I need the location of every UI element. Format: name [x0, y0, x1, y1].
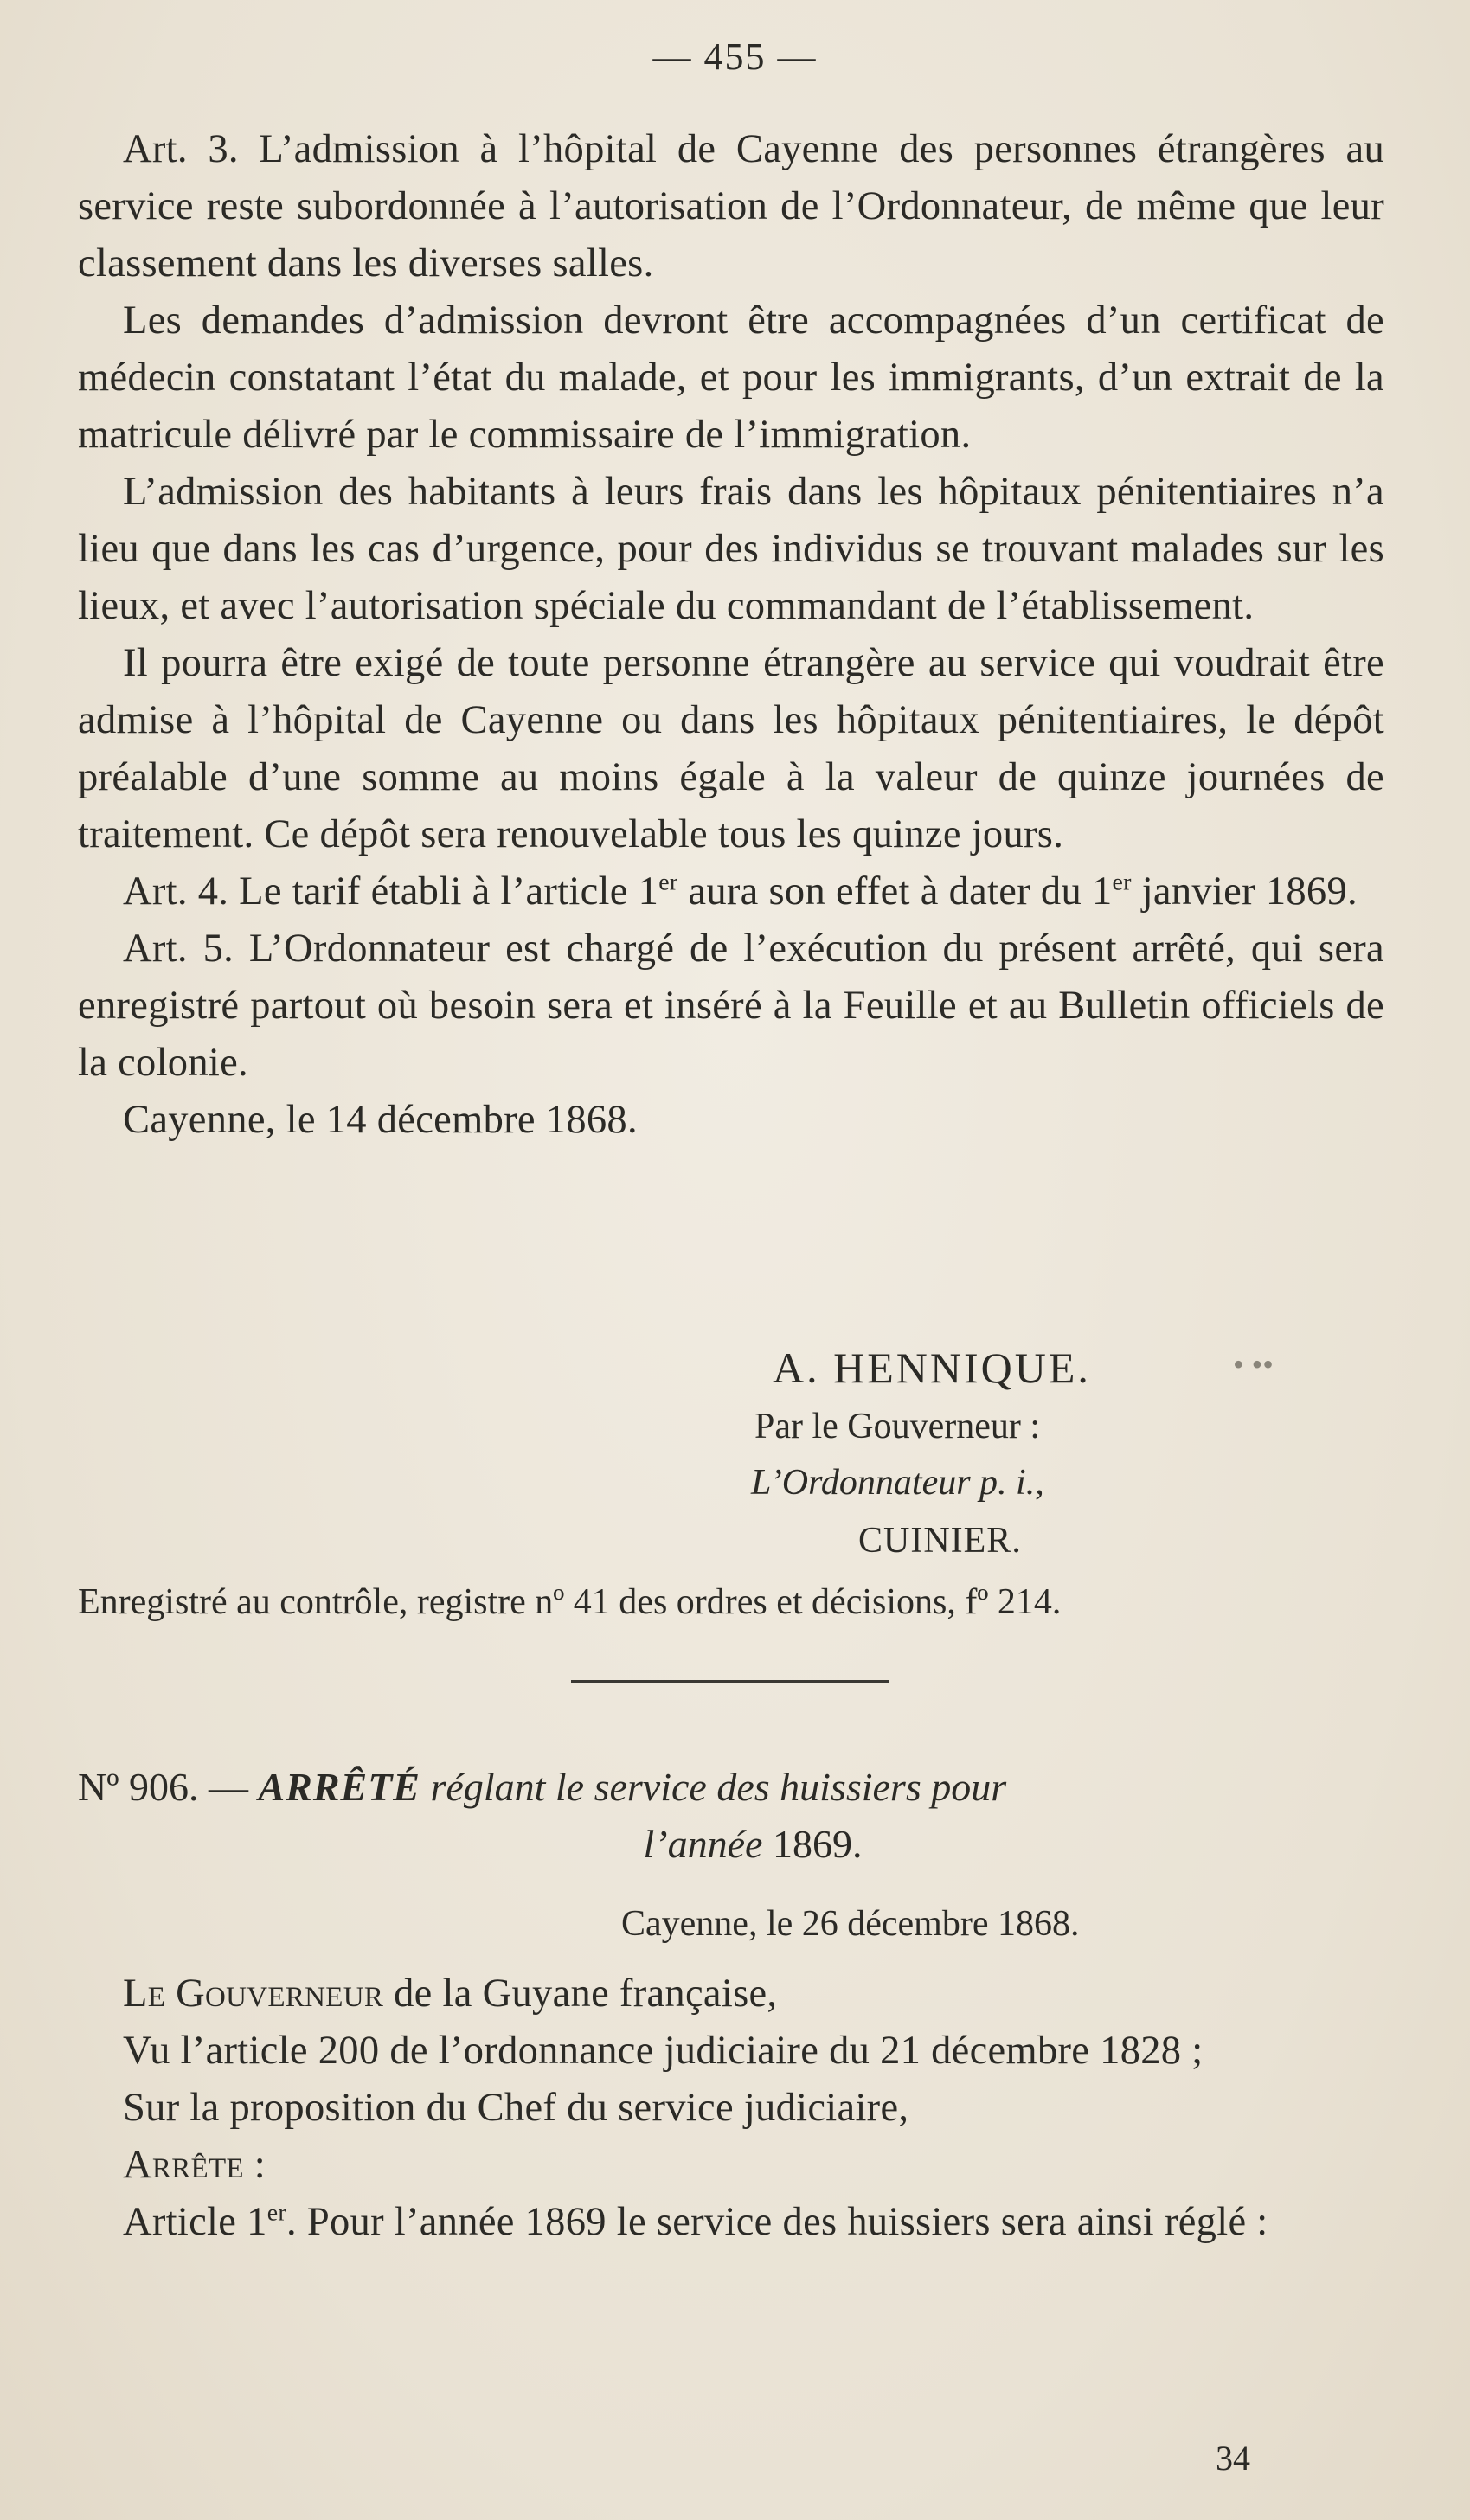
- decree-title-line1: [78, 1759, 1384, 1816]
- article-1-text: Article 1: [123, 2200, 267, 2244]
- article-1-text: . Pour l’année 1869 le service des huissiers sera ainsi réglé :: [286, 2200, 1268, 2244]
- arrete-heading: Arrête :: [123, 2143, 266, 2187]
- page-signature-number: 34: [1216, 2439, 1250, 2478]
- article-5-paragraph: Art. 5. L’Ordonnateur est chargé de l’exécution du présent arrêté, qui sera enregistré partout où besoin sera et inséré à la Feuille et au Bulletin officiels de la colonie.: [78, 927, 1384, 1085]
- superscript: er: [658, 869, 678, 896]
- decree-year: 1869.: [772, 1822, 863, 1866]
- signature-by: Par le Gouverneur :: [754, 1407, 1041, 1446]
- decree-title-text: réglant le service des huissiers pour: [430, 1765, 1007, 1809]
- article-1-paragraph: [78, 2194, 1384, 2251]
- superscript: er: [266, 2199, 286, 2227]
- section-divider: [571, 1680, 889, 1683]
- decree-title-text: l’année: [643, 1822, 763, 1866]
- sur-paragraph: Sur la proposition du Chef du service judiciaire,: [123, 2086, 909, 2130]
- article-4-text: aura son effet à dater du 1: [677, 869, 1113, 914]
- superscript: er: [1112, 869, 1132, 896]
- page-header: — 455 —: [652, 35, 818, 78]
- paragraph: Art. 3. L’admission à l’hôpital de Cayenne des personnes étrangères au service reste subordonnée à l’autorisation de l’Ordonnateur, de même que leur classement dans les diverses salles.: [78, 127, 1384, 285]
- governor-rest: de la Guyane française,: [383, 1972, 778, 2016]
- article-3-block: [78, 121, 1384, 1149]
- decree-body: [78, 1965, 1384, 2251]
- decree-title: [78, 1759, 1384, 1873]
- ink-marks: • ••: [1233, 1347, 1274, 1382]
- decree-title-line2: [78, 1816, 1384, 1873]
- decree-label: ARRÊTÉ: [258, 1765, 420, 1809]
- paragraph: Les demandes d’admission devront être accompagnées d’un certificat de médecin constatant l’état du malade, et pour les immigrants, d’un extrait de la matricule délivré par le commissaire de l’immigration.: [78, 298, 1384, 457]
- decree-date: Cayenne, le 26 décembre 1868.: [621, 1904, 1080, 1944]
- registration-note: Enregistré au contrôle, registre nº 41 des ordres et décisions, fº 214.: [78, 1582, 1062, 1622]
- countersignature: CUINIER.: [858, 1521, 1022, 1561]
- paragraph: L’admission des habitants à leurs frais dans les hôpitaux pénitentiaires n’a lieu que dans les cas d’urgence, pour des individus se trouvant malades sur les lieux, et avec l’autorisation spéciale du commandant de l’établissement.: [78, 470, 1384, 628]
- governor-line: [78, 1965, 1384, 2023]
- signature-name: A. HENNIQUE.: [773, 1343, 1091, 1392]
- article-4-text: Art. 4. Le tarif établi à l’article 1: [123, 869, 659, 914]
- paragraph: Il pourra être exigé de toute personne étrangère au service qui voudrait être admise à l’hôpital de Cayenne ou dans les hôpitaux pénitentiaires, le dépôt préalable d’une somme au moins égale à la valeur de quinze journées de traitement. Ce dépôt sera renouvelable tous les quinze jours.: [78, 641, 1384, 856]
- signature-ordonnateur: L’Ordonnateur p. i.,: [751, 1463, 1044, 1503]
- place-date: Cayenne, le 14 décembre 1868.: [123, 1098, 638, 1142]
- article-4-paragraph: [78, 863, 1384, 920]
- governor-title: Le Gouverneur: [123, 1972, 384, 2016]
- decree-number: Nº 906. —: [78, 1765, 248, 1809]
- article-4-text: janvier 1869.: [1131, 869, 1358, 914]
- vu-paragraph: Vu l’article 200 de l’ordonnance judiciaire du 21 décembre 1828 ;: [123, 2029, 1204, 2073]
